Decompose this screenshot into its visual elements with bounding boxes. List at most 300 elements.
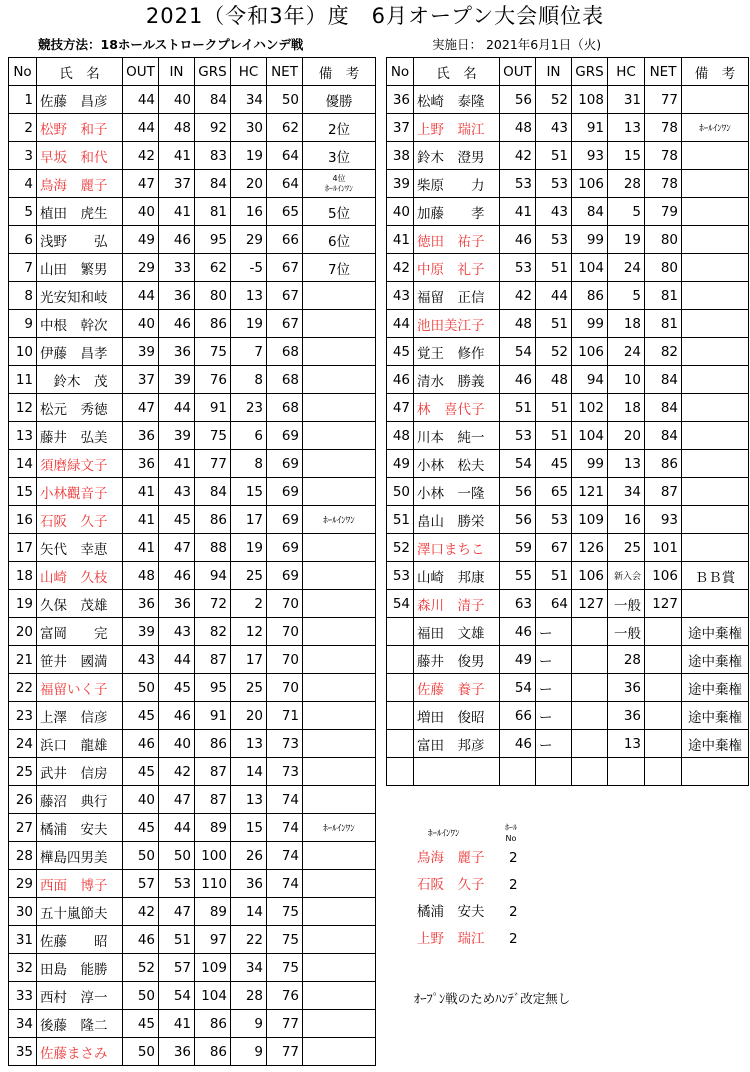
hole-number: 2 (509, 931, 518, 947)
name-cell: 上澤 信彦 (37, 702, 123, 730)
hc-cell: 7 (231, 338, 267, 366)
grs-cell: 86 (195, 1010, 231, 1038)
hole-number: 2 (509, 904, 518, 920)
out-cell: 53 (500, 422, 536, 450)
hole-number: 2 (509, 850, 518, 866)
rem-cell (303, 590, 376, 618)
rem-cell: 6位 (303, 226, 376, 254)
rem-cell (682, 394, 749, 422)
grs-cell: 106 (572, 562, 608, 590)
net-cell: 73 (267, 730, 303, 758)
table-row (387, 198, 749, 226)
grs-cell: 83 (195, 142, 231, 170)
out-cell: 56 (500, 478, 536, 506)
rem-cell (303, 366, 376, 394)
net-cell: 68 (267, 366, 303, 394)
table-row (9, 310, 376, 338)
name-cell: 松野 和子 (37, 114, 123, 142)
column-header: GRS (195, 58, 231, 86)
in-cell: 51 (536, 562, 572, 590)
no-cell: 49 (387, 450, 414, 478)
rem-cell (303, 1010, 376, 1038)
out-cell: 45 (123, 702, 159, 730)
out-cell: 42 (123, 898, 159, 926)
net-cell: 75 (267, 926, 303, 954)
name-cell: 森川 清子 (414, 590, 500, 618)
table-row (9, 898, 376, 926)
in-cell: 53 (159, 870, 195, 898)
name-cell: 覚王 修作 (414, 338, 500, 366)
out-cell: 50 (123, 842, 159, 870)
name-cell: 小林觀音子 (37, 478, 123, 506)
column-header: IN (159, 58, 195, 86)
name-cell: 福留 正信 (414, 282, 500, 310)
table-row (387, 506, 749, 534)
rem-cell: 途中棄権 (682, 702, 749, 730)
name-cell: 笹井 國満 (37, 646, 123, 674)
table-row (387, 646, 749, 674)
grs-cell: 94 (195, 562, 231, 590)
out-cell: 41 (500, 198, 536, 226)
hc-cell: 19 (608, 226, 645, 254)
name-cell: 鳥海 麗子 (37, 170, 123, 198)
out-cell: 55 (500, 562, 536, 590)
no-cell: 29 (9, 870, 37, 898)
no-cell: 22 (9, 674, 37, 702)
table-row (9, 506, 376, 534)
grs-cell: 99 (572, 226, 608, 254)
out-cell: 44 (123, 282, 159, 310)
name-cell: 石阪 久子 (37, 506, 123, 534)
name-cell: 福留いく子 (37, 674, 123, 702)
rem-cell: ﾎｰﾙｲﾝﾜﾝ (682, 114, 749, 142)
net-cell: 67 (267, 310, 303, 338)
rem-cell (303, 674, 376, 702)
in-cell: 44 (159, 394, 195, 422)
grs-cell: 88 (195, 534, 231, 562)
grs-cell: 86 (195, 310, 231, 338)
hc-cell: 18 (608, 310, 645, 338)
rem-cell: ﾎｰﾙｲﾝﾜﾝ (303, 506, 376, 534)
grs-cell: 106 (572, 170, 608, 198)
name-cell: 佐藤 養子 (414, 674, 500, 702)
table-row (9, 730, 376, 758)
no-cell: 26 (9, 786, 37, 814)
hc-cell: 34 (608, 478, 645, 506)
hole-in-one-entry (417, 926, 557, 953)
out-cell: 66 (500, 702, 536, 730)
out-cell: 46 (500, 730, 536, 758)
net-cell (645, 646, 682, 674)
in-cell: 39 (159, 422, 195, 450)
remark-rank: 4位 (332, 173, 346, 183)
table-row (9, 366, 376, 394)
rem-cell (303, 842, 376, 870)
grs-cell: 99 (572, 310, 608, 338)
net-cell: 77 (267, 1038, 303, 1066)
name-cell: 上野 瑞江 (414, 114, 500, 142)
hc-cell: 28 (608, 170, 645, 198)
net-cell (645, 758, 682, 786)
in-cell: 52 (536, 86, 572, 114)
no-cell: 35 (9, 1038, 37, 1066)
in-cell: 48 (159, 114, 195, 142)
grs-cell: 89 (195, 814, 231, 842)
hc-cell: 6 (231, 422, 267, 450)
no-cell: 25 (9, 758, 37, 786)
hole-number: 2 (509, 877, 518, 893)
hc-cell: 31 (608, 86, 645, 114)
name-cell: 藤井 弘美 (37, 422, 123, 450)
out-cell: 50 (123, 982, 159, 1010)
hc-cell: 36 (231, 870, 267, 898)
hc-cell: 5 (608, 198, 645, 226)
name-cell: 柴原 力 (414, 170, 500, 198)
out-cell: 47 (123, 170, 159, 198)
in-cell: 51 (536, 394, 572, 422)
net-cell (645, 730, 682, 758)
grs-cell: 86 (195, 730, 231, 758)
rem-cell (303, 338, 376, 366)
out-cell: 54 (500, 674, 536, 702)
net-cell: 65 (267, 198, 303, 226)
table-row (9, 926, 376, 954)
no-cell: 21 (9, 646, 37, 674)
name-cell: 西村 淳一 (37, 982, 123, 1010)
hc-cell: 8 (231, 450, 267, 478)
hc-cell: 36 (608, 674, 645, 702)
hc-cell: 10 (608, 366, 645, 394)
grs-cell (572, 674, 608, 702)
hc-cell: 13 (231, 730, 267, 758)
no-cell: 6 (9, 226, 37, 254)
net-cell: 82 (645, 338, 682, 366)
net-cell: 70 (267, 674, 303, 702)
rem-cell (303, 422, 376, 450)
grs-cell: 109 (572, 506, 608, 534)
out-cell: 43 (123, 646, 159, 674)
in-cell: 45 (159, 506, 195, 534)
grs-cell: 89 (195, 898, 231, 926)
in-cell: 47 (159, 786, 195, 814)
table-row (387, 254, 749, 282)
hc-cell: 15 (231, 814, 267, 842)
rem-cell (303, 562, 376, 590)
name-cell: 須磨緑文子 (37, 450, 123, 478)
out-cell: 40 (123, 310, 159, 338)
name-cell: 中原 礼子 (414, 254, 500, 282)
name-cell: 藤井 俊男 (414, 646, 500, 674)
table-row (387, 702, 749, 730)
grs-cell: 93 (572, 142, 608, 170)
name-cell: 山崎 邦康 (414, 562, 500, 590)
hc-cell: 23 (231, 394, 267, 422)
grs-cell: 86 (572, 282, 608, 310)
in-cell: 51 (536, 254, 572, 282)
hc-cell: 17 (231, 646, 267, 674)
no-cell: 2 (9, 114, 37, 142)
rem-cell (303, 282, 376, 310)
name-cell: 山崎 久枝 (37, 562, 123, 590)
in-cell: 44 (159, 814, 195, 842)
table-row (9, 254, 376, 282)
grs-cell: 91 (195, 702, 231, 730)
name-cell: 清水 勝義 (414, 366, 500, 394)
out-cell: 45 (123, 814, 159, 842)
in-cell: 52 (536, 338, 572, 366)
name-cell: 久保 茂雄 (37, 590, 123, 618)
hole-in-one-heading: ﾎｰﾙｲﾝﾜﾝ (428, 829, 460, 839)
table-row (9, 1038, 376, 1066)
out-cell: 46 (500, 366, 536, 394)
table-row (387, 282, 749, 310)
in-cell: 53 (536, 226, 572, 254)
out-cell: 57 (123, 870, 159, 898)
table-row (9, 758, 376, 786)
hc-cell: 26 (231, 842, 267, 870)
table-row (9, 450, 376, 478)
out-cell: 42 (500, 142, 536, 170)
table-row (387, 114, 749, 142)
grs-cell: 87 (195, 646, 231, 674)
table-row (387, 562, 749, 590)
column-header: NET (645, 58, 682, 86)
in-cell: 44 (159, 646, 195, 674)
grs-cell: 72 (195, 590, 231, 618)
hc-cell: 20 (231, 702, 267, 730)
hc-cell: 新入会 (608, 562, 645, 590)
out-cell: 41 (123, 506, 159, 534)
name-cell: 山田 繁男 (37, 254, 123, 282)
hc-cell: 13 (608, 730, 645, 758)
in-cell: 53 (536, 506, 572, 534)
out-cell: 49 (500, 646, 536, 674)
net-cell: 76 (267, 982, 303, 1010)
column-header: HC (231, 58, 267, 86)
table-row (387, 478, 749, 506)
no-cell: 53 (387, 562, 414, 590)
name-cell: 矢代 幸恵 (37, 534, 123, 562)
hc-cell: 8 (231, 366, 267, 394)
out-cell: 46 (123, 926, 159, 954)
out-cell: 51 (500, 394, 536, 422)
net-cell: 67 (267, 282, 303, 310)
rem-cell: 2位 (303, 114, 376, 142)
rem-cell (303, 310, 376, 338)
in-cell: ー (536, 730, 572, 758)
hc-cell: 25 (608, 534, 645, 562)
in-cell: ー (536, 646, 572, 674)
hc-cell: 22 (231, 926, 267, 954)
in-cell: 53 (536, 170, 572, 198)
in-cell: 46 (159, 226, 195, 254)
rem-cell: ＢＢ賞 (682, 562, 749, 590)
rem-cell (682, 534, 749, 562)
table-row (9, 394, 376, 422)
no-cell: 33 (9, 982, 37, 1010)
grs-cell: 95 (195, 674, 231, 702)
out-cell: 29 (123, 254, 159, 282)
out-cell: 45 (123, 758, 159, 786)
no-cell: 31 (9, 926, 37, 954)
no-cell: 28 (9, 842, 37, 870)
no-cell: 15 (9, 478, 37, 506)
in-cell: 51 (159, 926, 195, 954)
column-header: 備 考 (682, 58, 749, 86)
grs-cell: 84 (572, 198, 608, 226)
rem-cell: 途中棄権 (682, 618, 749, 646)
results-table-right (386, 57, 749, 786)
rem-cell (682, 86, 749, 114)
hc-cell: 34 (231, 954, 267, 982)
hc-cell: 15 (231, 478, 267, 506)
net-cell: 93 (645, 506, 682, 534)
in-cell: 51 (536, 142, 572, 170)
in-cell: 43 (159, 618, 195, 646)
in-cell: 36 (159, 590, 195, 618)
page-title: 2021（令和3年）度 6月オープン大会順位表 (145, 4, 605, 28)
grs-cell: 104 (572, 254, 608, 282)
in-cell: 57 (159, 954, 195, 982)
hc-cell: 13 (608, 450, 645, 478)
column-header: No (9, 58, 37, 86)
no-cell (387, 646, 414, 674)
rem-cell (682, 254, 749, 282)
in-cell: 41 (159, 142, 195, 170)
name-cell: 鈴木 茂 (37, 366, 123, 394)
in-cell: 43 (536, 114, 572, 142)
hc-cell: 13 (608, 114, 645, 142)
net-cell: 69 (267, 450, 303, 478)
no-cell: 38 (387, 142, 414, 170)
column-header: IN (536, 58, 572, 86)
no-cell: 46 (387, 366, 414, 394)
column-header: 氏 名 (37, 58, 123, 86)
in-cell: 40 (159, 730, 195, 758)
out-cell: 48 (500, 114, 536, 142)
in-cell: 43 (159, 478, 195, 506)
hc-cell: 25 (231, 562, 267, 590)
hole-in-one-entry (417, 899, 557, 926)
remark-cell (303, 170, 376, 198)
net-cell: 68 (267, 338, 303, 366)
in-cell: ー (536, 674, 572, 702)
out-cell: 45 (123, 1010, 159, 1038)
hc-cell: 13 (231, 786, 267, 814)
table-row (9, 870, 376, 898)
grs-cell: 80 (195, 282, 231, 310)
out-cell: 48 (500, 310, 536, 338)
rem-cell: ﾎｰﾙｲﾝﾜﾝ (303, 814, 376, 842)
rem-cell (303, 758, 376, 786)
hc-cell: 2 (231, 590, 267, 618)
out-cell: 49 (123, 226, 159, 254)
grs-cell: 104 (195, 982, 231, 1010)
name-cell: 武井 信房 (37, 758, 123, 786)
net-cell: 68 (267, 394, 303, 422)
rem-cell (682, 282, 749, 310)
rem-cell (303, 618, 376, 646)
grs-cell: 127 (572, 590, 608, 618)
column-header: NET (267, 58, 303, 86)
name-cell: 鈴木 澄男 (414, 142, 500, 170)
rem-cell (682, 506, 749, 534)
out-cell: 40 (123, 786, 159, 814)
results-table-left (8, 57, 376, 1066)
name-cell: 福田 文雄 (414, 618, 500, 646)
net-cell: 64 (267, 142, 303, 170)
in-cell: 47 (159, 898, 195, 926)
rem-cell (303, 898, 376, 926)
hc-cell: 20 (608, 422, 645, 450)
name-cell: 小林 松夫 (414, 450, 500, 478)
table-row (387, 422, 749, 450)
grs-cell: 91 (195, 394, 231, 422)
table-header-row (387, 58, 749, 86)
rem-cell (682, 478, 749, 506)
grs-cell: 94 (572, 366, 608, 394)
rem-cell (682, 226, 749, 254)
net-cell: 70 (267, 618, 303, 646)
in-cell: 46 (159, 702, 195, 730)
net-cell: 70 (267, 590, 303, 618)
in-cell: 45 (159, 674, 195, 702)
net-cell: 127 (645, 590, 682, 618)
grs-cell (572, 730, 608, 758)
net-cell: 71 (267, 702, 303, 730)
no-cell: 23 (9, 702, 37, 730)
grs-cell: 62 (195, 254, 231, 282)
table-row (9, 618, 376, 646)
in-cell: 46 (159, 310, 195, 338)
net-cell: 84 (645, 422, 682, 450)
table-row (387, 366, 749, 394)
grs-cell: 99 (572, 450, 608, 478)
in-cell: 48 (536, 366, 572, 394)
rem-cell (303, 450, 376, 478)
no-cell: 40 (387, 198, 414, 226)
out-cell: 56 (500, 506, 536, 534)
in-cell: 43 (536, 198, 572, 226)
in-cell: 40 (159, 86, 195, 114)
net-cell: 87 (645, 478, 682, 506)
net-cell: 74 (267, 870, 303, 898)
no-cell: 39 (387, 170, 414, 198)
no-cell (387, 618, 414, 646)
name-cell: 松崎 泰隆 (414, 86, 500, 114)
no-cell: 13 (9, 422, 37, 450)
out-cell: 53 (500, 170, 536, 198)
name-cell: 早坂 和代 (37, 142, 123, 170)
table-row (9, 338, 376, 366)
rem-cell (682, 198, 749, 226)
net-cell: 62 (267, 114, 303, 142)
out-cell: 37 (123, 366, 159, 394)
in-cell: 41 (159, 1010, 195, 1038)
out-cell: 56 (500, 86, 536, 114)
hc-cell: 30 (231, 114, 267, 142)
no-cell: 50 (387, 478, 414, 506)
in-cell: 51 (536, 310, 572, 338)
hc-cell: 9 (231, 1038, 267, 1066)
out-cell: 36 (123, 422, 159, 450)
rem-cell: 途中棄権 (682, 730, 749, 758)
hc-cell: 一般 (608, 590, 645, 618)
competition-method: 競技方法：18ホールストロークプレイハンデ戦 (38, 37, 304, 52)
no-cell: 19 (9, 590, 37, 618)
out-cell: 54 (500, 338, 536, 366)
table-row (9, 814, 376, 842)
